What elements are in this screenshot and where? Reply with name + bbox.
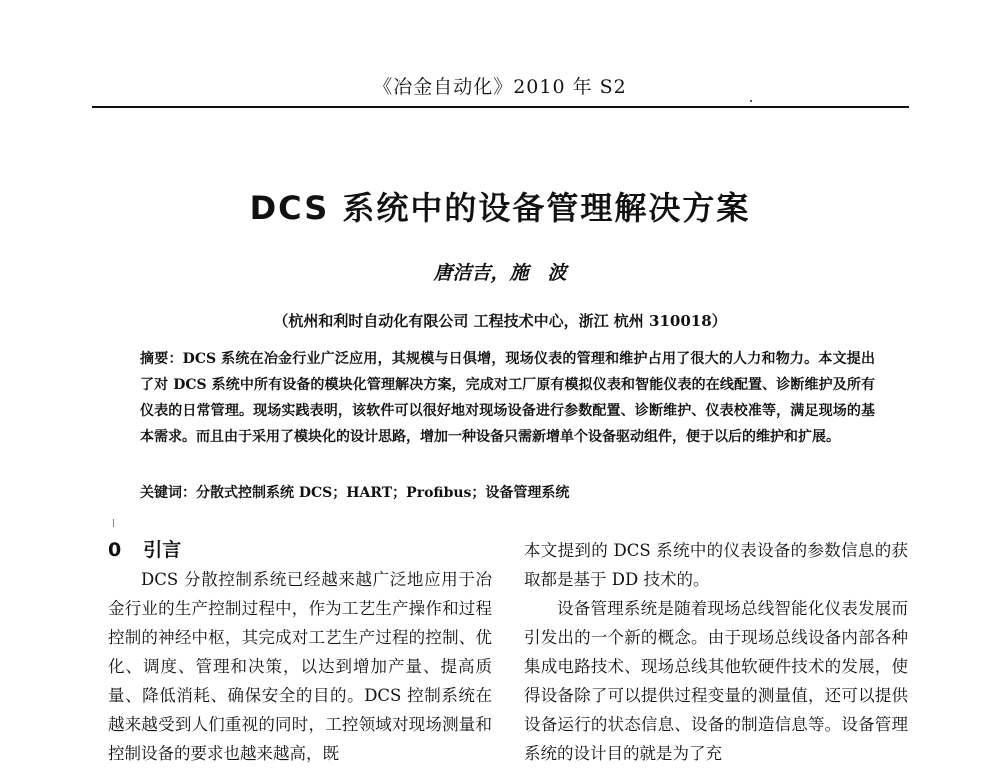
paper-title: DCS 系统中的设备管理解决方案 bbox=[249, 189, 751, 227]
section-heading bbox=[108, 536, 492, 565]
intro-paragraph: DCS 分散控制系统已经越来越广泛地应用于冶金行业的生产控制过程中，作为工艺生产操作和过程控制的神经中枢，其完成对工艺生产过程的控制、优化、调度、管理和决策，以达到增加产量、提高质量、降低消耗、确保安全的目的。DCS 控制系统在越来越受到人们重视的同时，工控领域对现场测量和控制设备的要求也越来越高，既 bbox=[108, 570, 492, 763]
right-column bbox=[524, 536, 908, 768]
scan-mark bbox=[113, 519, 114, 527]
right-paragraph-1: 本文提到的 DCS 系统中的仪表设备的参数信息的获取都是基于 DD 技术的。 bbox=[524, 541, 908, 589]
keywords-label: 关键词： bbox=[140, 485, 196, 501]
keywords-text: 分散式控制系统 DCS；HART；Profibus；设备管理系统 bbox=[196, 485, 570, 501]
abstract bbox=[140, 346, 875, 450]
keywords bbox=[140, 480, 875, 506]
abstract-text: DCS 系统在冶金行业广泛应用，其规模与日俱增，现场仪表的管理和维护占用了很大的人力和物力。本文提出了对 DCS 系统中所有设备的模块化管理解决方案，完成对工厂原有模拟仪表和智能仪表的在线配置、诊断维护及所有仪表的日常管理。现场实践表明，该软件可以很好地对现场设备进行参数配置、诊断维护、仪表校准等，满足现场的基本需求。而且由于采用了模块化的设计思路，增加一种设备只需新增单个设备驱动组件，便于以后的维护和扩展。 bbox=[140, 351, 876, 445]
left-column bbox=[108, 536, 492, 768]
section-number: 0 bbox=[108, 539, 122, 561]
affiliation: （杭州和利时自动化有限公司 工程技术中心，浙江 杭州 310018） bbox=[273, 312, 727, 330]
header-rule bbox=[92, 106, 909, 108]
right-paragraph-2: 设备管理系统是随着现场总线智能化仪表发展而引发出的一个新的概念。由于现场总线设备内部各种集成电路技术、现场总线其他软硬件技术的发展，使得设备除了可以提供过程变量的测量值，还可以提供设备运行的状态信息、设备的制造信息等。设备管理系统的设计目的就是为了充 bbox=[524, 599, 908, 763]
abstract-label: 摘要： bbox=[140, 351, 183, 367]
scan-speck bbox=[750, 100, 752, 102]
authors: 唐洁吉，施 波 bbox=[433, 262, 567, 284]
section-title: 引言 bbox=[143, 539, 182, 561]
journal-header: 《冶金自动化》2010 年 S2 bbox=[373, 76, 627, 98]
